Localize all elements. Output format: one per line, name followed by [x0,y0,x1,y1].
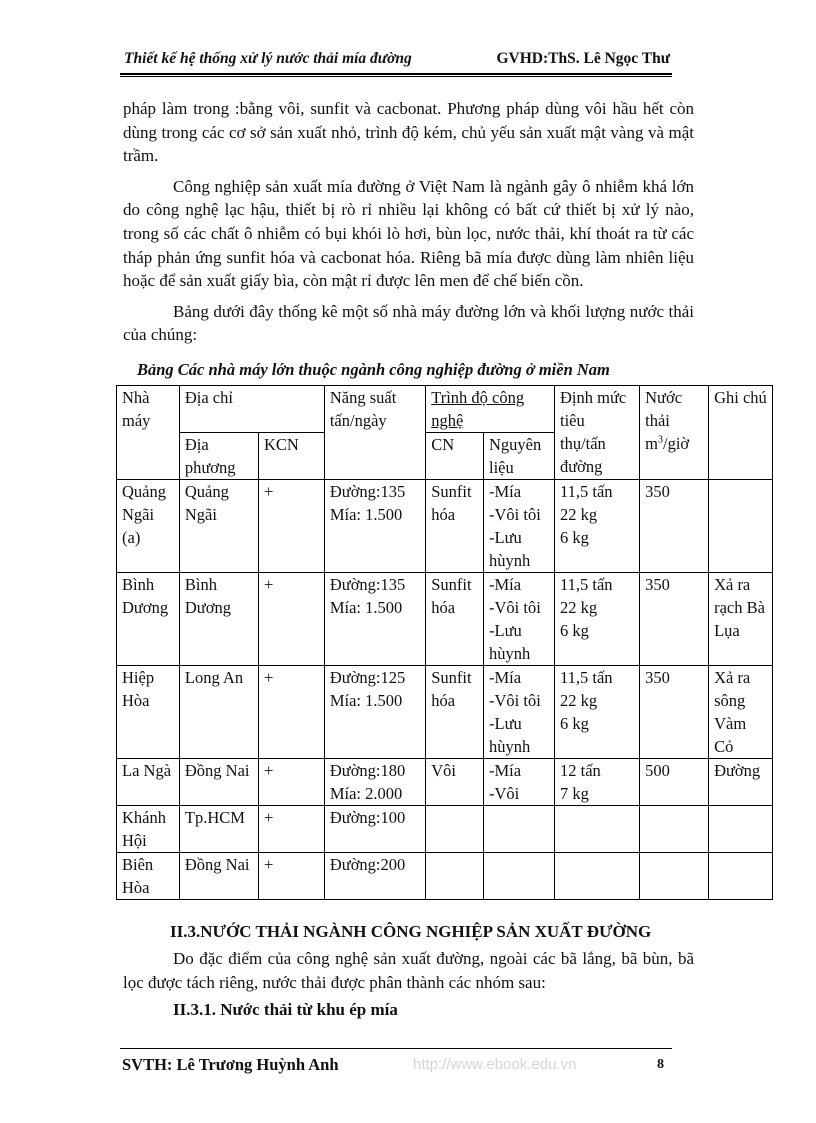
header-wastewater: Nước thải $m^3$/giờ [640,386,709,480]
header-note: Ghi chú [709,386,773,480]
header-cn: CN [426,433,484,480]
cell-capacity-line: Mía: 1.500 [329,505,403,524]
cell-kcn: + [258,759,324,806]
cell-consumption-line: 12 tấn [559,761,601,780]
cell-capacity [324,666,425,759]
cell-material-line: -Lưu hùynh [489,528,531,570]
cell-capacity-line: Đường:200 [329,855,406,874]
cell-note [709,853,773,900]
header-rule-thin [120,76,672,77]
cell-consumption-line: 6 kg [559,528,589,547]
cell-material-line: -Mía [489,668,522,687]
paragraph: pháp làm trong :bằng vôi, sunfit và cacbonat. Phương pháp dùng vôi hầu hết còn dùng trong các cơ sở sản xuất nhỏ, trình độ kém, chủ yếu sản xuất mật vàng và mật trầm. [123,99,694,166]
header-locality: Địa phương [179,433,258,480]
cell-consumption-line: 11,5 tấn [559,482,613,501]
cell-capacity-line: Mía: 1.500 [329,598,403,617]
cell-consumption [554,853,639,900]
header-kcn: KCN [258,433,324,480]
table-row [117,806,773,853]
cell-note [709,480,773,573]
cell-water [640,853,709,900]
cell-kcn: + [258,806,324,853]
cell-note: Xả ra sông Vàm Cỏ [709,666,773,759]
subsection-title: II.3.1. Nước thải từ khu ép mía [173,1000,398,1019]
cell-capacity-line: Đường:125 [329,668,406,687]
cell-material [484,480,555,573]
cell-factory: Khánh Hội [117,806,180,853]
table-row [117,573,773,666]
section-title: II.3.NƯỚC THẢI NGÀNH CÔNG NGHIỆP SẢN XUẤT ĐƯỜNG [170,922,652,941]
cell-capacity-line: Đường:135 [329,575,406,594]
cell-consumption-line: 22 kg [559,691,598,710]
header-address: Địa chỉ [179,386,324,433]
cell-water: 500 [640,759,709,806]
cell-consumption-line: 11,5 tấn [559,575,613,594]
watermark-url: http://www.ebook.edu.vn [413,1056,577,1073]
paragraph: Công nghiệp sản xuất mía đường ở Việt Nam là ngành gây ô nhiễm khá lớn do công nghệ lạc hậu, thiết bị rò rỉ nhiều lại không có bất cứ thiết bị xử lý nào, trong số các chất ô nhiễm có bụi khói lò hơi, bùn lọc, nước thải, khí thoát ra từ các tháp phản ứng sunfit hóa và cacbonat hóa. Riêng bã mía được dùng làm nhiên liệu hoặc để sản xuất giấy bìa, còn mật rỉ được lên men để chế biến cồn. [123,176,694,291]
cell-capacity-line: Mía: 2.000 [329,784,403,803]
cell-material-line: -Vôi tôi [489,691,541,710]
header-consumption: Định mức tiêu thụ/tấn đường [554,386,639,480]
cell-cn [426,853,484,900]
cell-kcn: + [258,480,324,573]
header-material: Nguyên liệu [484,433,555,480]
cell-material-line: -Mía [489,575,522,594]
cell-capacity [324,573,425,666]
cell-consumption-line: 6 kg [559,621,589,640]
factory-table [116,385,773,900]
cell-locality: Long An [179,666,258,759]
body-text [123,97,694,354]
cell-material [484,759,555,806]
document-title: Thiết kế hệ thống xử lý nước thải mía đường [124,50,412,67]
table-row [117,759,773,806]
cell-factory: Hiệp Hòa [117,666,180,759]
cell-material [484,666,555,759]
cell-material-line: -Lưu hùynh [489,621,531,663]
cell-locality: Quảng Ngãi [179,480,258,573]
cell-material-line: -Mía [489,482,522,501]
cell-note: Đường [709,759,773,806]
cell-capacity-line: Đường:100 [329,808,406,827]
table-caption: Bảng Các nhà máy lớn thuộc ngành công nghiệp đường ở miền Nam [137,360,610,379]
cell-locality: Tp.HCM [179,806,258,853]
cell-material-line: -Mía [489,761,522,780]
cell-consumption [554,573,639,666]
section-body [123,947,694,995]
cell-capacity-line: Mía: 1.500 [329,691,403,710]
page-number: 8 [657,1057,664,1072]
cell-factory: Biên Hòa [117,853,180,900]
table-row [117,480,773,573]
cell-material-line: -Vôi tôi [489,505,541,524]
footer-rule [120,1048,672,1049]
cell-water: 350 [640,573,709,666]
cell-consumption [554,759,639,806]
cell-consumption-line: 7 kg [559,784,589,803]
cell-cn: Sunfit hóa [426,480,484,573]
section-paragraph: Do đặc điểm của công nghệ sản xuất đường, ngoài các bã lắng, bã bùn, bã lọc được tách riêng, nước thải được phân thành các nhóm sau: [123,949,694,992]
cell-water: 350 [640,666,709,759]
cell-consumption [554,806,639,853]
cell-locality: Bình Dương [179,573,258,666]
cell-material-line: -Vôi [489,784,520,803]
cell-kcn: + [258,666,324,759]
advisor-name: GVHD:ThS. Lê Ngọc Thư [496,50,670,67]
cell-material [484,573,555,666]
table-row [117,853,773,900]
cell-material-line: -Vôi tôi [489,598,541,617]
student-name: SVTH: Lê Trương Huỳnh Anh [122,1055,339,1074]
cell-cn: Sunfit hóa [426,573,484,666]
cell-material-line: -Lưu hùynh [489,714,531,756]
cell-consumption-line: 22 kg [559,505,598,524]
cell-cn: Vôi [426,759,484,806]
cell-locality: Đồng Nai [179,759,258,806]
cell-capacity-line: Đường:135 [329,482,406,501]
paragraph: Bảng dưới đây thống kê một số nhà máy đường lớn và khối lượng nước thải của chúng: [123,301,694,345]
cell-factory: Bình Dương [117,573,180,666]
cell-factory: Quảng Ngãi (a) [117,480,180,573]
cell-consumption [554,666,639,759]
cell-consumption [554,480,639,573]
cell-material [484,853,555,900]
cell-cn: Sunfit hóa [426,666,484,759]
cell-kcn: + [258,573,324,666]
cell-note: Xả ra rạch Bà Lụa [709,573,773,666]
header-factory: Nhà máy [117,386,180,480]
cell-capacity [324,759,425,806]
cell-capacity [324,480,425,573]
cell-capacity [324,853,425,900]
cell-note [709,806,773,853]
cell-material [484,806,555,853]
cell-kcn: + [258,853,324,900]
cell-consumption-line: 6 kg [559,714,589,733]
cell-locality: Đồng Nai [179,853,258,900]
header-tech: Trình độ công nghệ [426,386,555,433]
cell-consumption-line: 11,5 tấn [559,668,613,687]
cell-factory: La Ngà [117,759,180,806]
table-header-row [117,386,773,433]
header-capacity: Năng suất tấn/ngày [324,386,425,480]
cell-capacity [324,806,425,853]
cell-water [640,806,709,853]
cell-cn [426,806,484,853]
cell-capacity-line: Đường:180 [329,761,406,780]
cell-consumption-line: 22 kg [559,598,598,617]
table-row [117,666,773,759]
cell-water: 350 [640,480,709,573]
header-rule [120,73,672,75]
